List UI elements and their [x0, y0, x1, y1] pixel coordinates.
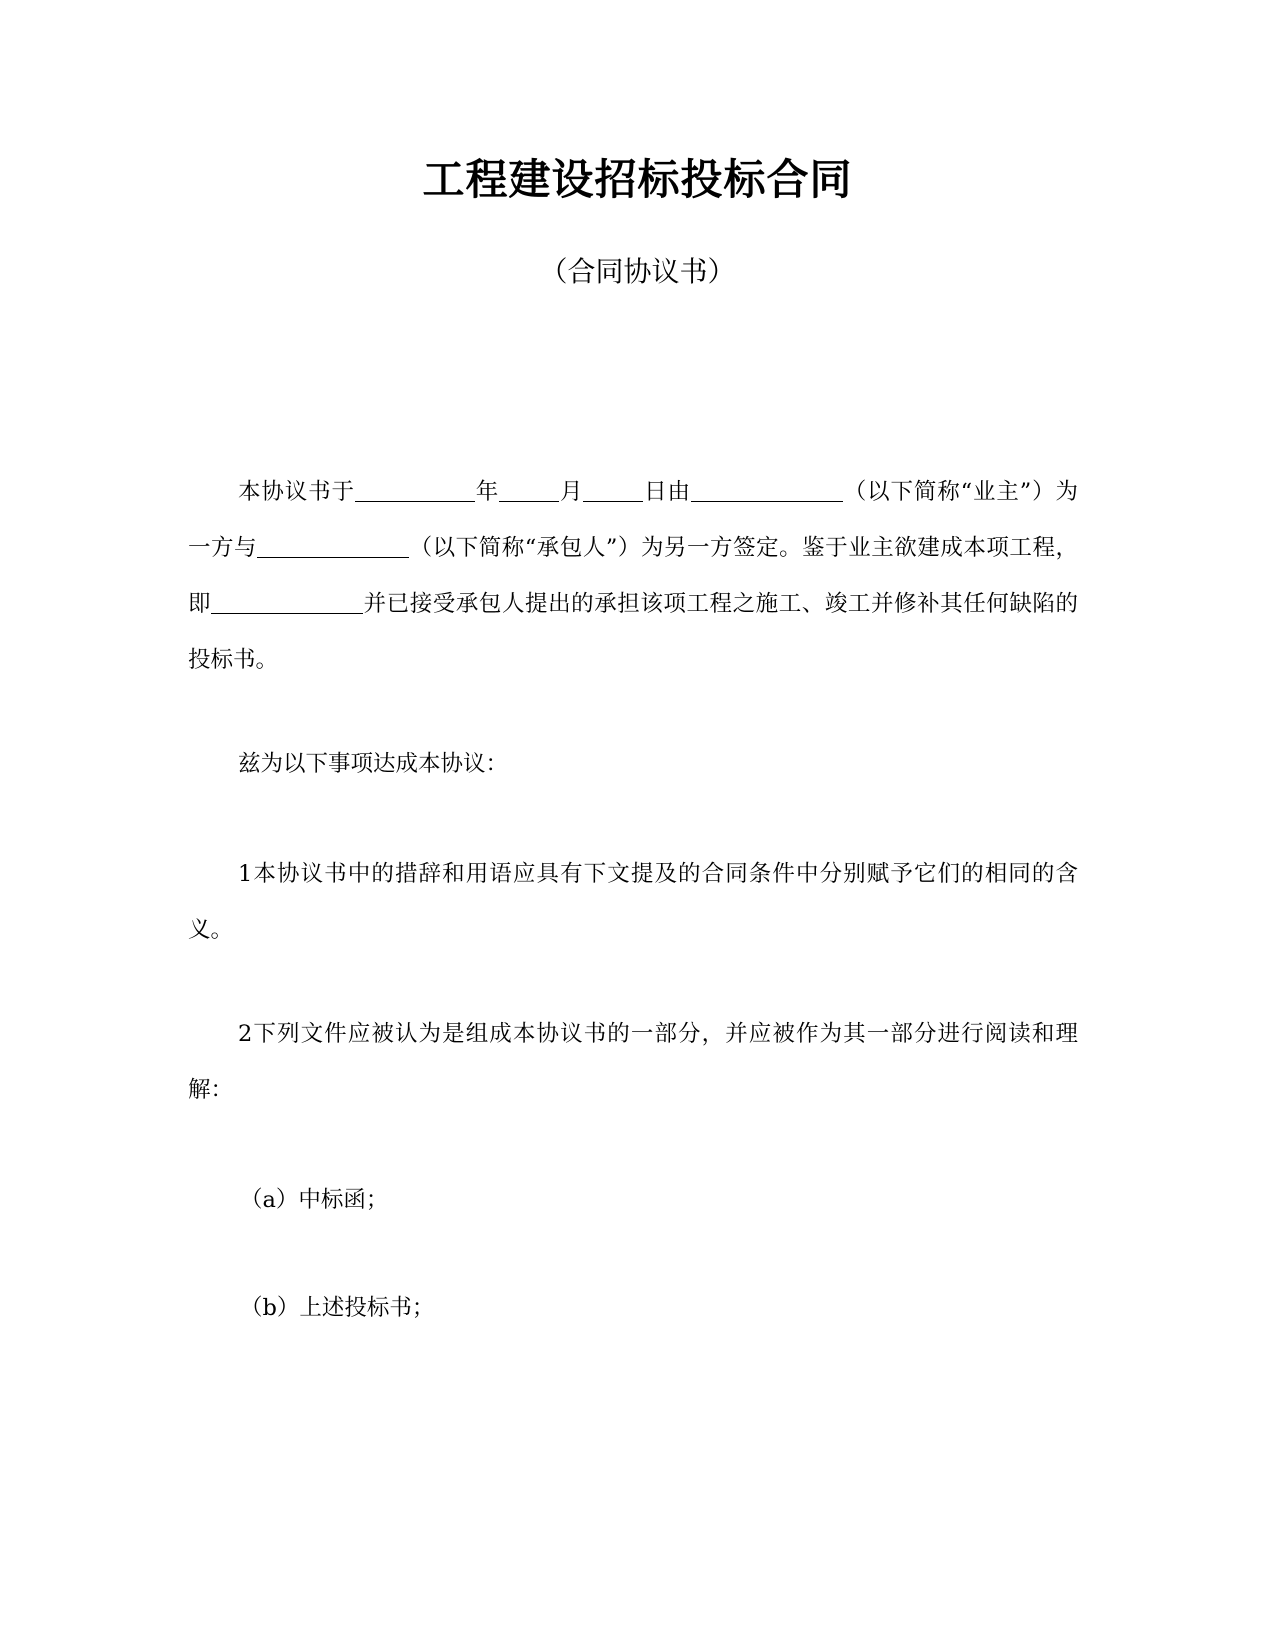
blank-project [211, 591, 363, 614]
paragraph-agreement-matters: 兹为以下事项达成本协议： [238, 751, 509, 777]
intro-text-6: （以下简称“承包人”）为另一方签定。鉴于业主欲建成本项工程，即 [188, 535, 1078, 617]
document-subtitle: （合同协议书） [539, 255, 736, 288]
intro-text-1: 本协议书于 [238, 479, 355, 505]
paragraph-clause-2: 2下列文件应被认为是组成本协议书的一部分，并应被作为其一部分进行阅读和理解： [188, 1021, 1078, 1103]
list-item-a: （a）中标函； [240, 1187, 389, 1213]
blank-contractor [257, 535, 409, 558]
blank-year [355, 479, 475, 502]
blank-owner [691, 479, 843, 502]
intro-text-3: 月 [559, 479, 584, 505]
intro-text-5: （以下简称“业主”）为一方与 [188, 479, 1078, 561]
intro-text-4: 日由 [643, 479, 691, 505]
document-title: 工程建设招标投标合同 [422, 155, 853, 204]
intro-text-2: 年 [474, 479, 500, 505]
intro-text-7: 并已接受承包人提出的承担该项工程之施工、竣工并修补其任何缺陷的投标书。 [188, 591, 1078, 673]
blank-day [583, 479, 643, 502]
paragraph-clause-1: 1本协议书中的措辞和用语应具有下文提及的合同条件中分别赋予它们的相同的含义。 [188, 861, 1078, 943]
paragraph-agreement-intro [188, 464, 1078, 688]
blank-month [499, 479, 559, 502]
list-item-b: （b）上述投标书； [240, 1295, 435, 1321]
